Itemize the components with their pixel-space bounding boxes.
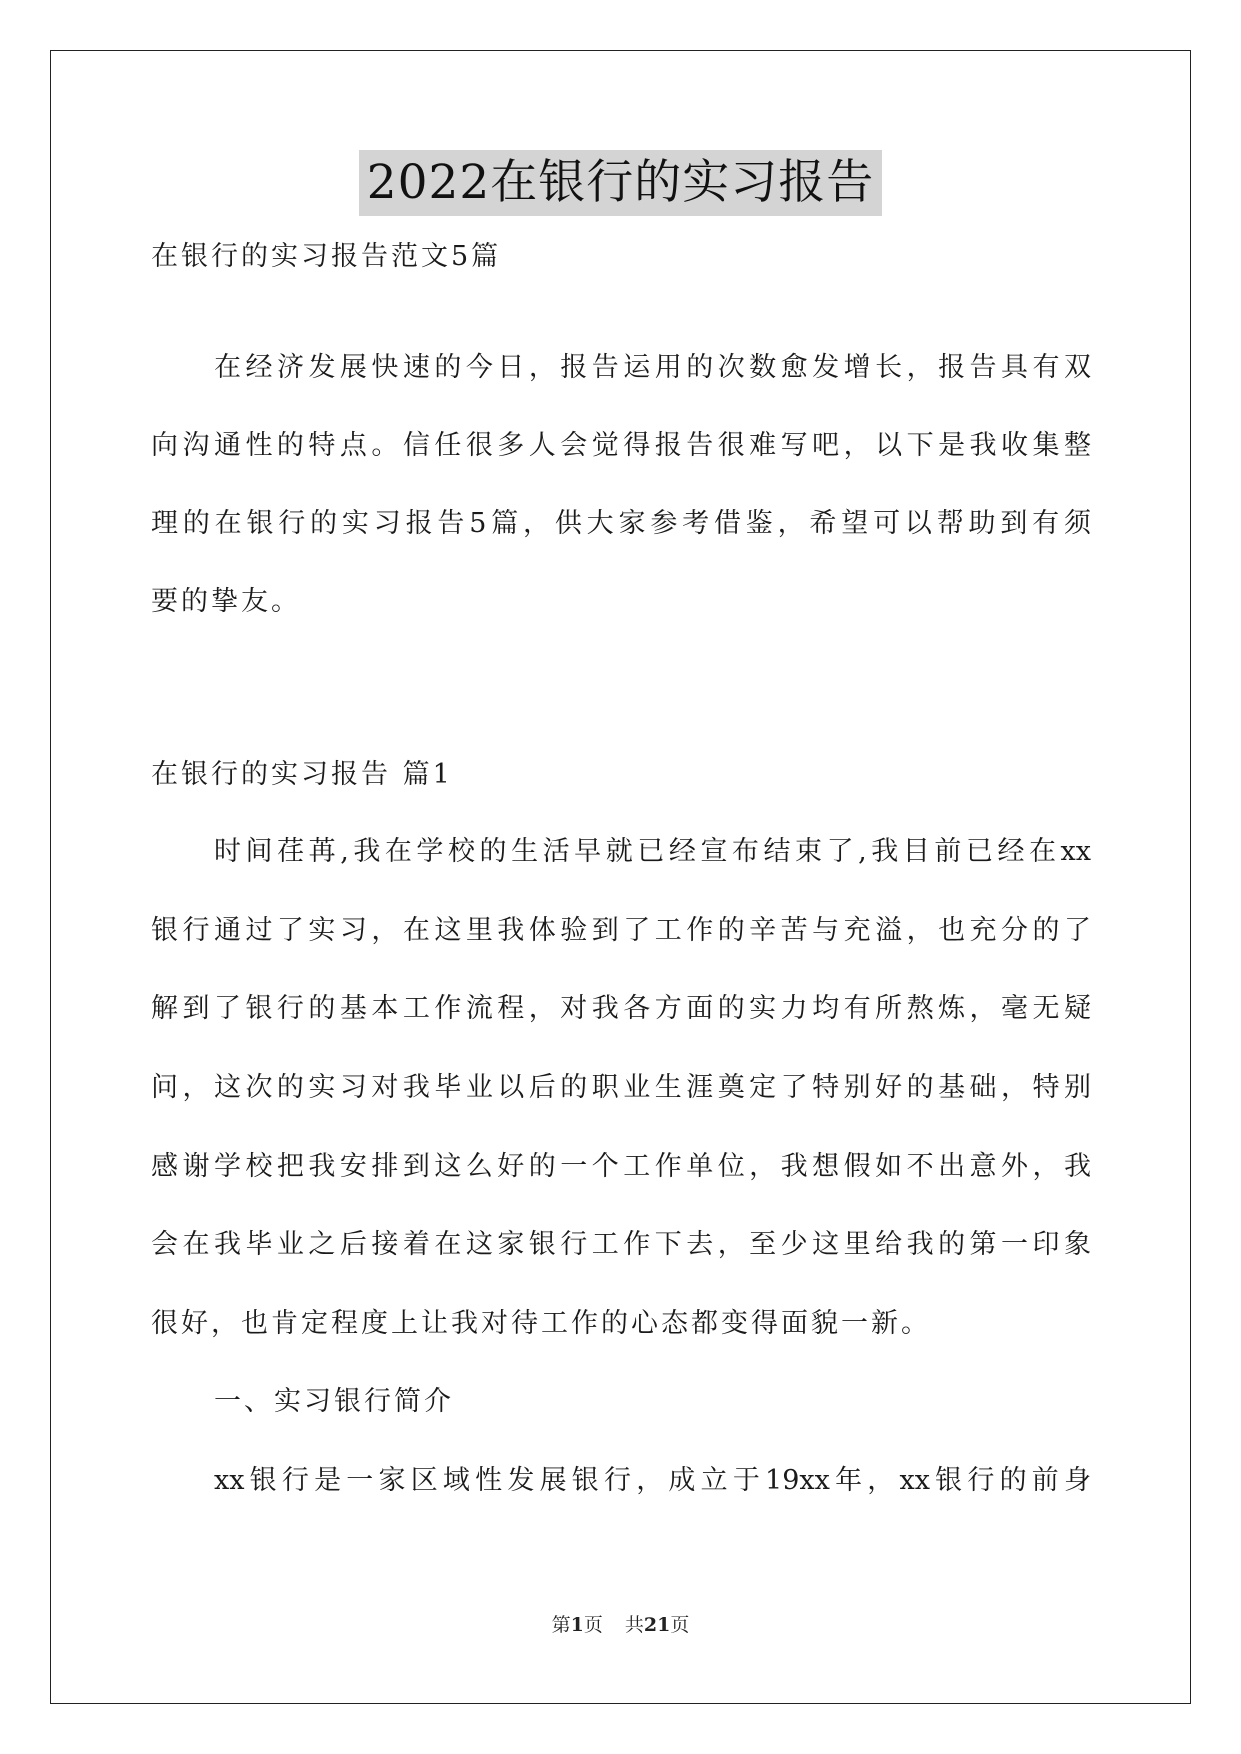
total-prefix: 共	[624, 1614, 644, 1636]
total-pages: 21	[643, 1614, 671, 1636]
intro-line-1: 在经济发展快速的今日，报告运用的次数愈发增长，报告具有双	[214, 352, 1091, 383]
page-suffix: 页	[583, 1614, 603, 1636]
body-line-1: 时间荏苒,我在学校的生活早就已经宣布结束了,我目前已经在xx	[214, 836, 1091, 867]
page-footer	[0, 1612, 1241, 1638]
page-number: 1	[570, 1614, 584, 1636]
body-line-2: 银行通过了实习，在这里我体验到了工作的辛苦与充溢，也充分的了	[151, 915, 1091, 946]
document-subtitle: 在银行的实习报告范文5篇	[151, 241, 502, 272]
subheading: 一、实习银行简介	[214, 1386, 454, 1417]
body-line-6: 会在我毕业之后接着在这家银行工作下去，至少这里给我的第一印象	[151, 1229, 1091, 1260]
page-border	[50, 50, 1191, 1704]
title-text: 2022在银行的实习报告	[359, 150, 883, 216]
total-suffix: 页	[670, 1614, 690, 1636]
body-last-line: xx银行是一家区域性发展银行，成立于19xx年，xx银行的前身	[214, 1465, 1091, 1496]
page-prefix: 第	[551, 1614, 571, 1636]
body-line-7: 很好，也肯定程度上让我对待工作的心态都变得面貌一新。	[151, 1308, 931, 1339]
section-heading: 在银行的实习报告 篇1	[151, 759, 453, 790]
document-title	[0, 150, 1241, 216]
intro-line-4: 要的挚友。	[151, 586, 301, 617]
intro-line-3: 理的在银行的实习报告5篇，供大家参考借鉴，希望可以帮助到有须	[151, 508, 1091, 539]
body-line-4: 问，这次的实习对我毕业以后的职业生涯奠定了特别好的基础，特别	[151, 1072, 1091, 1103]
body-line-5: 感谢学校把我安排到这么好的一个工作单位，我想假如不出意外，我	[151, 1151, 1091, 1182]
intro-line-2: 向沟通性的特点。信任很多人会觉得报告很难写吧，以下是我收集整	[151, 430, 1091, 461]
body-line-3: 解到了银行的基本工作流程，对我各方面的实力均有所熬炼，毫无疑	[151, 993, 1091, 1024]
